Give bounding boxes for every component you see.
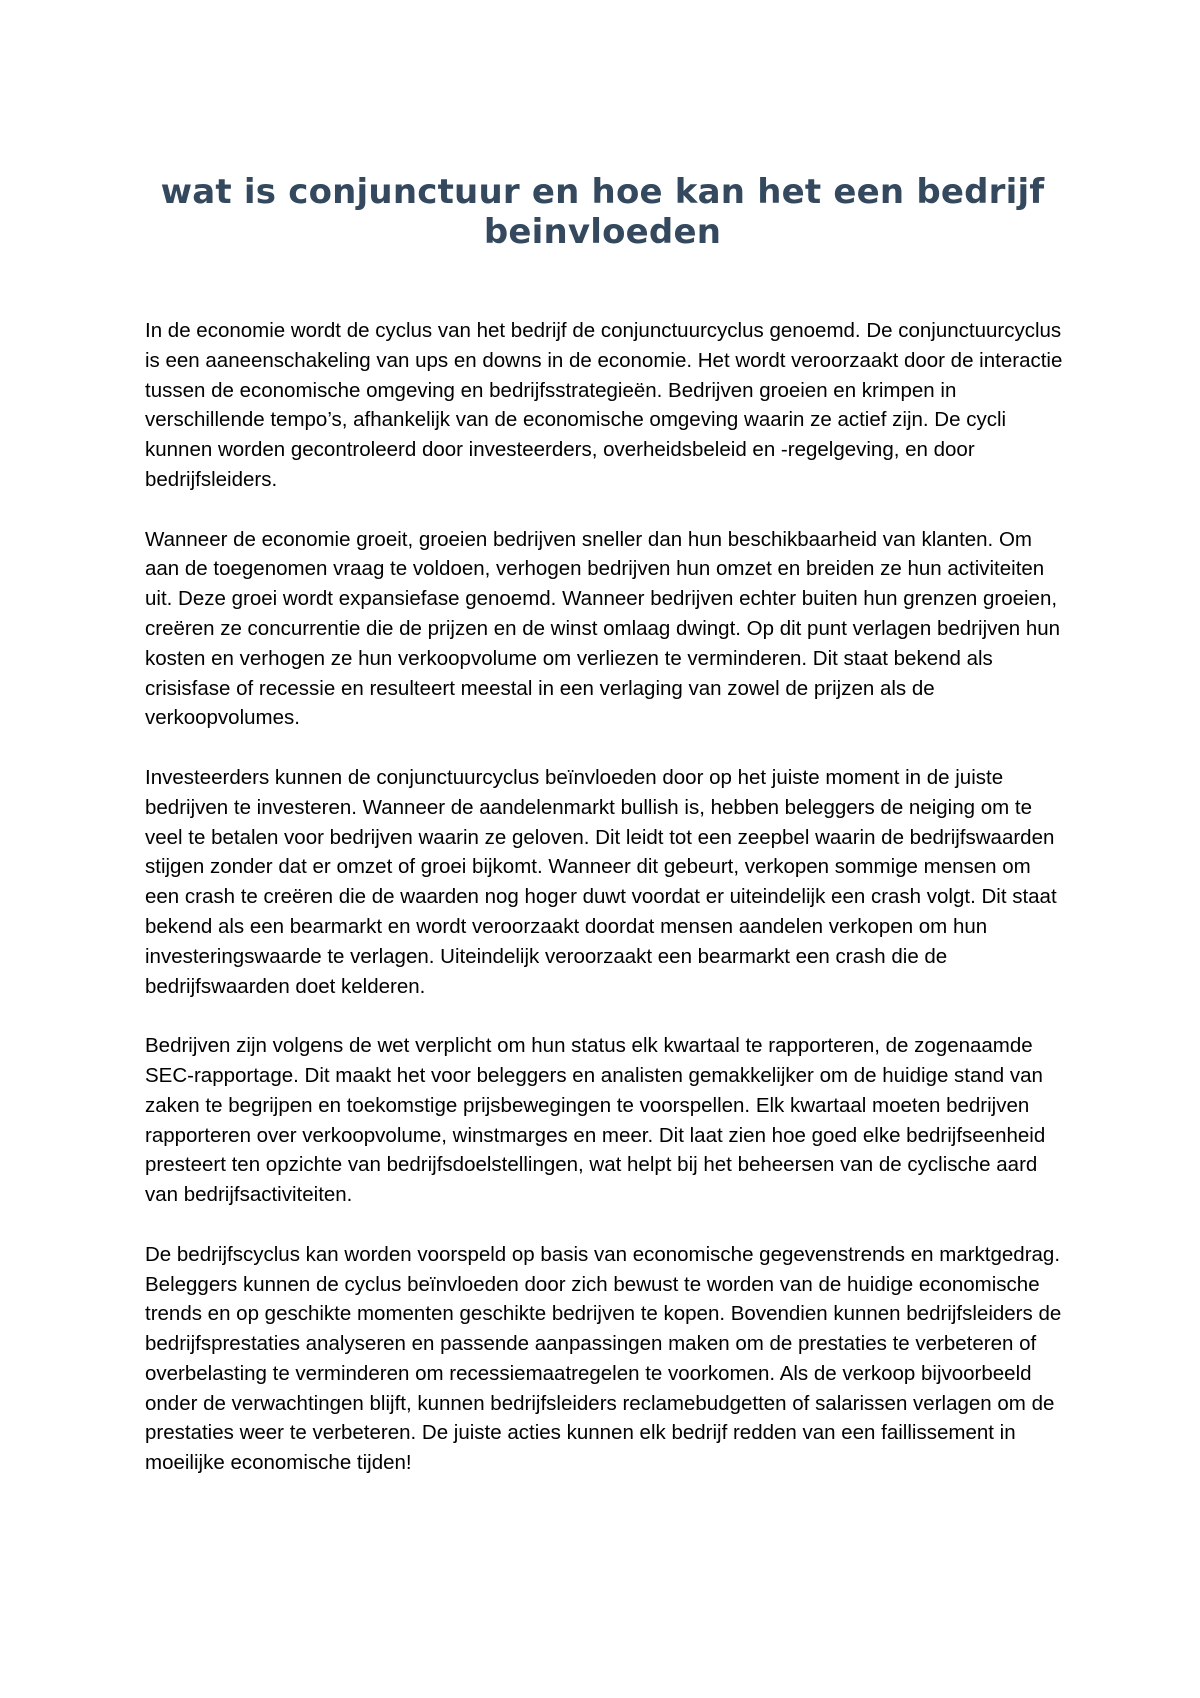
document-body — [145, 316, 1065, 1508]
document-title: wat is conjunctuur en hoe kan het een bedrijf beinvloeden — [160, 172, 1045, 252]
paragraph: Wanneer de economie groeit, groeien bedrijven sneller dan hun beschikbaarheid van klanten. Om aan de toegenomen vraag te voldoen, verhogen bedrijven hun omzet en breiden ze hun activiteiten uit. Deze groei wordt expansiefase genoemd. Wanneer bedrijven echter buiten hun grenzen groeien, creëren ze concurrentie die de prijzen en de winst omlaag dwingt. Op dit punt verlagen bedrijven hun kosten en verhogen ze hun verkoopvolume om verliezen te verminderen. Dit staat bekend als crisisfase of recessie en resulteert meestal in een verlaging van zowel de prijzen als de verkoopvolumes. — [145, 527, 1061, 730]
paragraph: De bedrijfscyclus kan worden voorspeld op basis van economische gegevenstrends en marktgedrag. Beleggers kunnen de cyclus beïnvloeden door zich bewust te worden van de huidige economische trends en op geschikte momenten geschikte bedrijven te kopen. Bovendien kunnen bedrijfsleiders de bedrijfsprestaties analyseren en passende aanpassingen maken om de prestaties te verbeteren of overbelasting te verminderen om recessiemaatregelen te voorkomen. Als de verkoop bijvoorbeeld onder de verwachtingen blijft, kunnen bedrijfsleiders reclamebudgetten of salarissen verlagen om de prestaties weer te verbeteren. De juiste acties kunnen elk bedrijf redden van een faillissement in moeilijke economische tijden! — [145, 1242, 1062, 1475]
paragraph: Investeerders kunnen de conjunctuurcyclus beïnvloeden door op het juiste moment in de juiste bedrijven te investeren. Wanneer de aandelenmarkt bullish is, hebben beleggers de neiging om te veel te betalen voor bedrijven waarin ze geloven. Dit leidt tot een zeepbel waarin de bedrijfswaarden stijgen zonder dat er omzet of groei bijkomt. Wanneer dit gebeurt, verkopen sommige mensen om een crash te creëren die de waarden nog hoger duwt voordat er uiteindelijk een crash volgt. Dit staat bekend als een bearmarkt en wordt veroorzaakt doordat mensen aandelen verkopen om hun investeringswaarde te verlagen. Uiteindelijk veroorzaakt een bearmarkt een crash die de bedrijfswaarden doet kelderen. — [145, 765, 1057, 998]
paragraph: Bedrijven zijn volgens de wet verplicht om hun status elk kwartaal te rapporteren, de zogenaamde SEC-rapportage. Dit maakt het voor beleggers en analisten gemakkelijker om de huidige stand van zaken te begrijpen en toekomstige prijsbewegingen te voorspellen. Elk kwartaal moeten bedrijven rapporteren over verkoopvolume, winstmarges en meer. Dit laat zien hoe goed elke bedrijfseenheid presteert ten opzichte van bedrijfsdoelstellingen, wat helpt bij het beheersen van de cyclische aard van bedrijfsactiviteiten. — [145, 1034, 1046, 1207]
paragraph: In de economie wordt de cyclus van het bedrijf de conjunctuurcyclus genoemd. De conjunctuurcyclus is een aaneenschakeling van ups en downs in de economie. Het wordt veroorzaakt door de interactie tussen de economische omgeving en bedrijfsstrategieën. Bedrijven groeien en krimpen in verschillende tempo’s, afhankelijk van de economische omgeving waarin ze actief zijn. De cycli kunnen worden gecontroleerd door investeerders, overheidsbeleid en -regelgeving, en door bedrijfsleiders. — [145, 319, 1063, 491]
